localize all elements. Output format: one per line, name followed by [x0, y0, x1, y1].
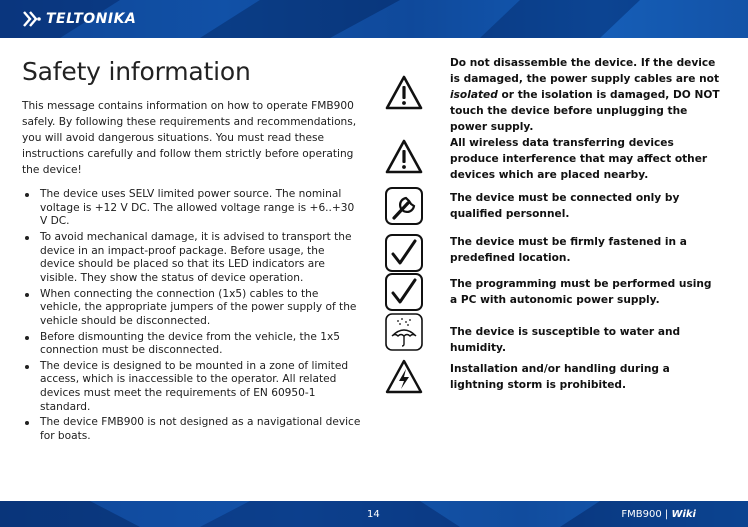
wrench-icon: [384, 186, 424, 226]
warning-qualified-text: The device must be connected only by qualified personnel.: [450, 192, 680, 220]
checkmark-box-icon: [384, 233, 424, 273]
warning-fastened-text: The device must be firmly fastened in a predefined location.: [450, 236, 687, 264]
warning-triangle-icon: [384, 138, 424, 178]
warning-programming-text: The programming must be performed using a PC with autonomic power supply.: [450, 278, 712, 306]
page-number: 14: [367, 509, 380, 520]
lightning-triangle-icon: [384, 358, 424, 398]
brand-name: TELTONIKA: [46, 11, 137, 27]
intro-paragraph: This message contains information on how to operate FMB900 safely. By following these requirements and recommendations, you will avoid dangerous situations. You must read these instructions carefully and follow them strictly before operating the device!: [22, 100, 357, 176]
umbrella-rain-icon: [384, 312, 424, 352]
warnings-column: [380, 0, 748, 500]
footer-doc-reference: [621, 509, 696, 520]
list-item: To avoid mechanical damage, it is advised to transport the device in an impact-proof package. Before usage, the device should be placed so that its LED indicators are visible. They show the status of device operation.: [22, 231, 362, 285]
footer-separator: |: [664, 509, 669, 520]
list-item: The device is designed to be mounted in a zone of limited access, which is inaccessible to the operator. All related devices must meet the requirements of EN 60950-1 standard.: [22, 360, 362, 414]
checkmark-box-icon: [384, 272, 424, 312]
warning-interference-text: All wireless data transferring devices produce interference that may affect other devices which are placed nearby.: [450, 137, 708, 181]
teltonika-logo-icon: [22, 10, 42, 28]
list-item: When connecting the connection (1x5) cables to the vehicle, the appropriate jumpers of the power supply of the vehicle should be disconnected.: [22, 288, 362, 329]
list-item: The device uses SELV limited power source. The nominal voltage is +12 V DC. The allowed voltage range is +6..+30 V DC.: [22, 188, 362, 229]
warning-disassemble-text: Do not disassemble the device. If the device is damaged, the power supply cables are not isolated or the isolation is damaged, DO NOT touch the device before unplugging the power supply.: [450, 57, 720, 133]
teltonika-logo: [22, 8, 136, 30]
safety-bullet-list: [22, 188, 362, 446]
wiki-link[interactable]: Wiki: [671, 509, 696, 520]
page-title: Safety information: [22, 57, 251, 86]
warning-water-text: The device is susceptible to water and humidity.: [450, 326, 681, 354]
page-footer: [0, 501, 748, 527]
list-item: Before dismounting the device from the vehicle, the 1x5 connection must be disconnected.: [22, 331, 362, 358]
doc-name: FMB900: [621, 509, 662, 520]
warning-lightning-text: Installation and/or handling during a lightning storm is prohibited.: [450, 363, 670, 391]
list-item: The device FMB900 is not designed as a navigational device for boats.: [22, 416, 362, 443]
warning-triangle-icon: [384, 74, 424, 114]
